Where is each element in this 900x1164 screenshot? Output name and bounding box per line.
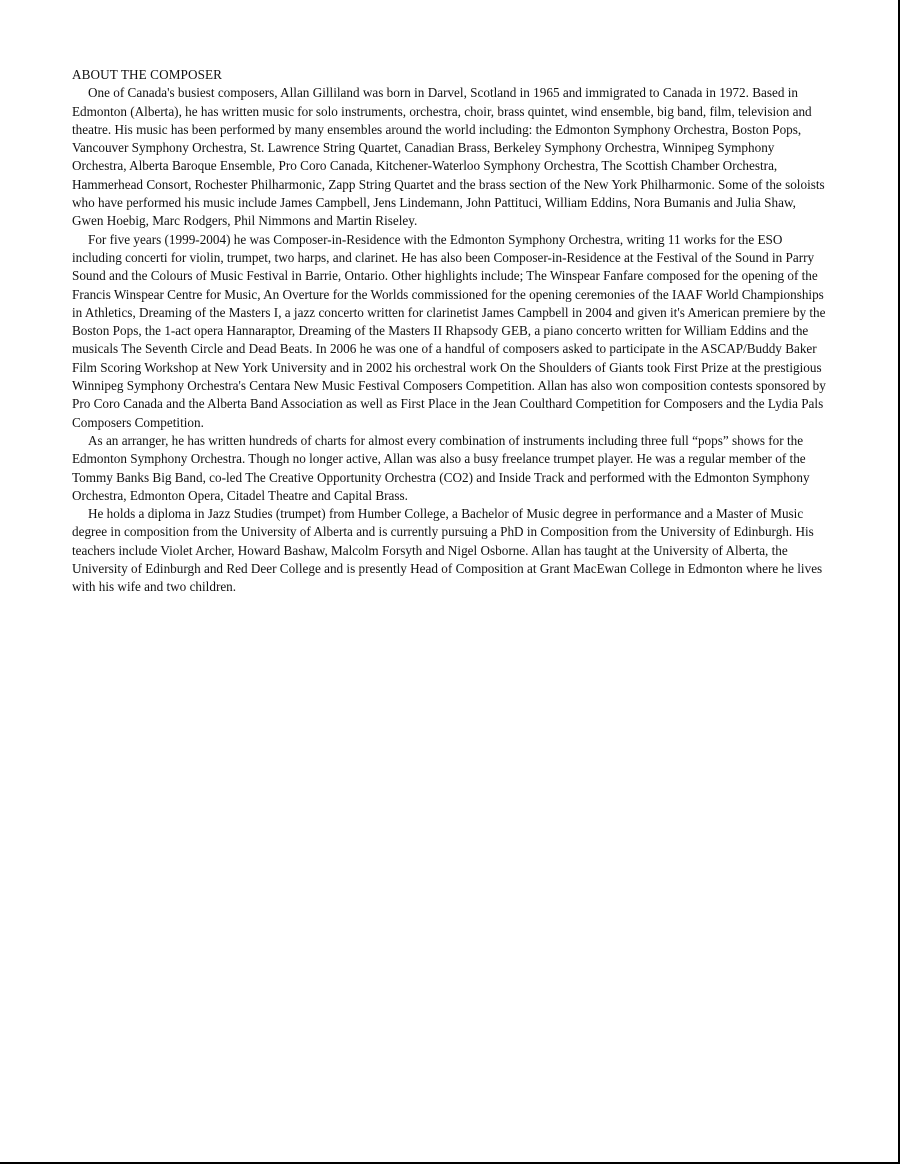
paragraph-education: He holds a diploma in Jazz Studies (trumpet) from Humber College, a Bachelor of Music degree in performance and a Master of Music degree in composition from the University of Alberta and is currently pursuing a PhD in Composition from the University of Edinburgh. His teachers include Violet Archer, Howard Bashaw, Malcolm Forsyth and Nigel Osborne. Allan has taught at the University of Alberta, the University of Edinburgh and Red Deer College and is presently Head of Composition at Grant MacEwan College in Edmonton where he lives with his wife and two children.	[72, 506, 823, 595]
document-page	[72, 66, 828, 597]
paragraph-arranger: As an arranger, he has written hundreds of charts for almost every combination of instruments including three full “pops” shows for the Edmonton Symphony Orchestra. Though no longer active, Allan was also a busy freelance trumpet player. He was a regular member of the Tommy Banks Big Band, co-led The Creative Opportunity Orchestra (CO2) and Inside Track and performed with the Edmonton Symphony Orchestra, Edmonton Opera, Citadel Theatre and Capital Brass.	[72, 432, 810, 503]
paragraph-residencies: For five years (1999-2004) he was Composer-in-Residence with the Edmonton Symphony Orchestra, writing 11 works for the ESO including concerti for violin, trumpet, two harps, and clarinet. He has also been Composer-in-Residence at the Festival of the Sound in Parry Sound and the Colours of Music Festival in Barrie, Ontario. Other highlights include; The Winspear Fanfare composed for the opening of the Francis Winspear Centre for Music, An Overture for the Worlds commissioned for the opening ceremonies of the IAAF World Championships in Athletics, Dreaming of the Masters I, a jazz concerto written for clarinetist James Campbell in 2004 and given it's American premiere by the Boston Pops, the 1-act opera Hannaraptor, Dreaming of the Masters II Rhapsody GEB, a piano concerto written for William Eddins and the musicals The Seventh Circle and Dead Beats. In 2006 he was one of a handful of composers asked to participate in the ASCAP/Buddy Baker Film Scoring Workshop at New York University and in 2002 his orchestral work On the Shoulders of Giants took First Prize at the prestigious Winnipeg Symphony Orchestra's Centara New Music Festival Composers Competition. Allan has also won composition contests sponsored by Pro Coro Canada and the Alberta Band Association as well as First Place in the Jean Coulthard Competition for Composers and the Lydia Pals Composers Competition.	[72, 231, 826, 430]
paragraph-biography: One of Canada's busiest composers, Allan Gilliland was born in Darvel, Scotland in 1965 and immigrated to Canada in 1972. Based in Edmonton (Alberta), he has written music for solo instruments, orchestra, choir, brass quintet, wind ensemble, big band, film, television and theatre. His music has been performed by many ensembles around the world including: the Edmonton Symphony Orchestra, Boston Pops, Vancouver Symphony Orchestra, St. Lawrence String Quartet, Canadian Brass, Berkeley Symphony Orchestra, Winnipeg Symphony Orchestra, Alberta Baroque Ensemble, Pro Coro Canada, Kitchener-Waterloo Symphony Orchestra, The Scottish Chamber Orchestra, Hammerhead Consort, Rochester Philharmonic, Zapp String Quartet and the brass section of the New York Philharmonic. Some of the soloists who have performed his music include James Campbell, Jens Lindemann, John Pattituci, William Eddins, Nora Bumanis and Julia Shaw, Gwen Hoebig, Marc Rodgers, Phil Nimmons and Martin Riseley.	[72, 85, 825, 229]
section-heading: ABOUT THE COMPOSER	[72, 67, 223, 82]
